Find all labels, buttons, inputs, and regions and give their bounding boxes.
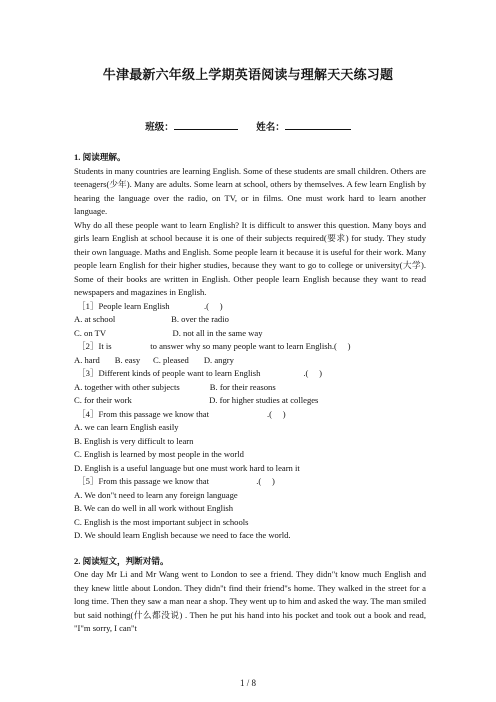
- section-heading: 1. 阅读理解。: [74, 152, 126, 162]
- question-option: A. at school B. over the radio: [74, 314, 229, 324]
- passage-paragraph: One day Mr Li and Mr Wang went to London to see a friend. They didn"t know much English and they knew little about London. They didn"t find their friend"s home. They walked in the street for a long time. Then they saw a man near a shop. They went up to him and asked the way. The man smiled but said nothing(什么都没说) . Then he put his hand into his pocket and took out a book and read, "I"m sorry, I can"t: [74, 569, 426, 633]
- document-title: 牛津最新六年级上学期英语阅读与理解天天练习题: [102, 67, 394, 82]
- passage-paragraph: Students in many countries are learning English. Some of these students are small children. Others are teenagers(少年). Many are adults. Some learn at school, others by themselves. A few learn English by hearing the language over the radio, on TV, or in films. One must work hard to learn another language.: [74, 165, 426, 216]
- question-option: A. We don"t need to learn any foreign language: [74, 489, 238, 500]
- question-option: C. English is learned by most people in the world: [74, 449, 244, 459]
- student-info-line: [0, 119, 496, 133]
- question-option: B. English is very difficult to learn: [74, 435, 194, 446]
- question-option: A. we can learn English easily: [74, 422, 179, 432]
- question-option: A. together with other subjects B. for their reasons: [74, 381, 276, 392]
- question-option: C. on TV D. not all in the same way: [74, 327, 263, 338]
- question-option: C. English is the most important subject in schools: [74, 516, 249, 527]
- section-heading: 2. 阅读短文，判断对错。: [74, 555, 169, 566]
- question-option: D. We should learn English because we need to face the world.: [74, 530, 291, 540]
- question-option: B. We can do well in all work without English: [74, 503, 234, 513]
- document-body: [74, 151, 426, 636]
- question-stem: ［4］From this passage we know that .( ): [77, 408, 286, 419]
- question-stem: ［2］It is to answer why so many people want to learn English.( ): [77, 341, 351, 351]
- name-blank[interactable]: [285, 120, 351, 130]
- question-option: C. for their work D. for higher studies at colleges: [74, 395, 319, 405]
- question-stem: ［5］From this passage we know that .( ): [77, 476, 275, 486]
- question-stem: ［1］People learn English .( ): [77, 300, 223, 311]
- passage-paragraph: Why do all these people want to learn English? It is difficult to answer this question. Many boys and girls learn English at school because it is one of their subjects required(要求) for study. They study their own language. Maths and English. Some people learn it because it is useful for their work. Many people learn English for their higher studies, because they want to go to college or university(大学). Some of their books are written in English. Other people learn English because they want to read newspapers and magazines in English.: [74, 219, 426, 297]
- class-label: 班级：: [145, 123, 174, 133]
- question-option: A. hard B. easy C. pleased D. angry: [74, 354, 234, 365]
- page-number: 1 / 8: [239, 678, 256, 688]
- name-label: 姓名：: [256, 123, 285, 133]
- question-option: D. English is a useful language but one must work hard to learn it: [74, 462, 300, 473]
- question-stem: ［3］Different kinds of people want to learn English .( ): [77, 368, 322, 378]
- class-blank[interactable]: [174, 120, 238, 130]
